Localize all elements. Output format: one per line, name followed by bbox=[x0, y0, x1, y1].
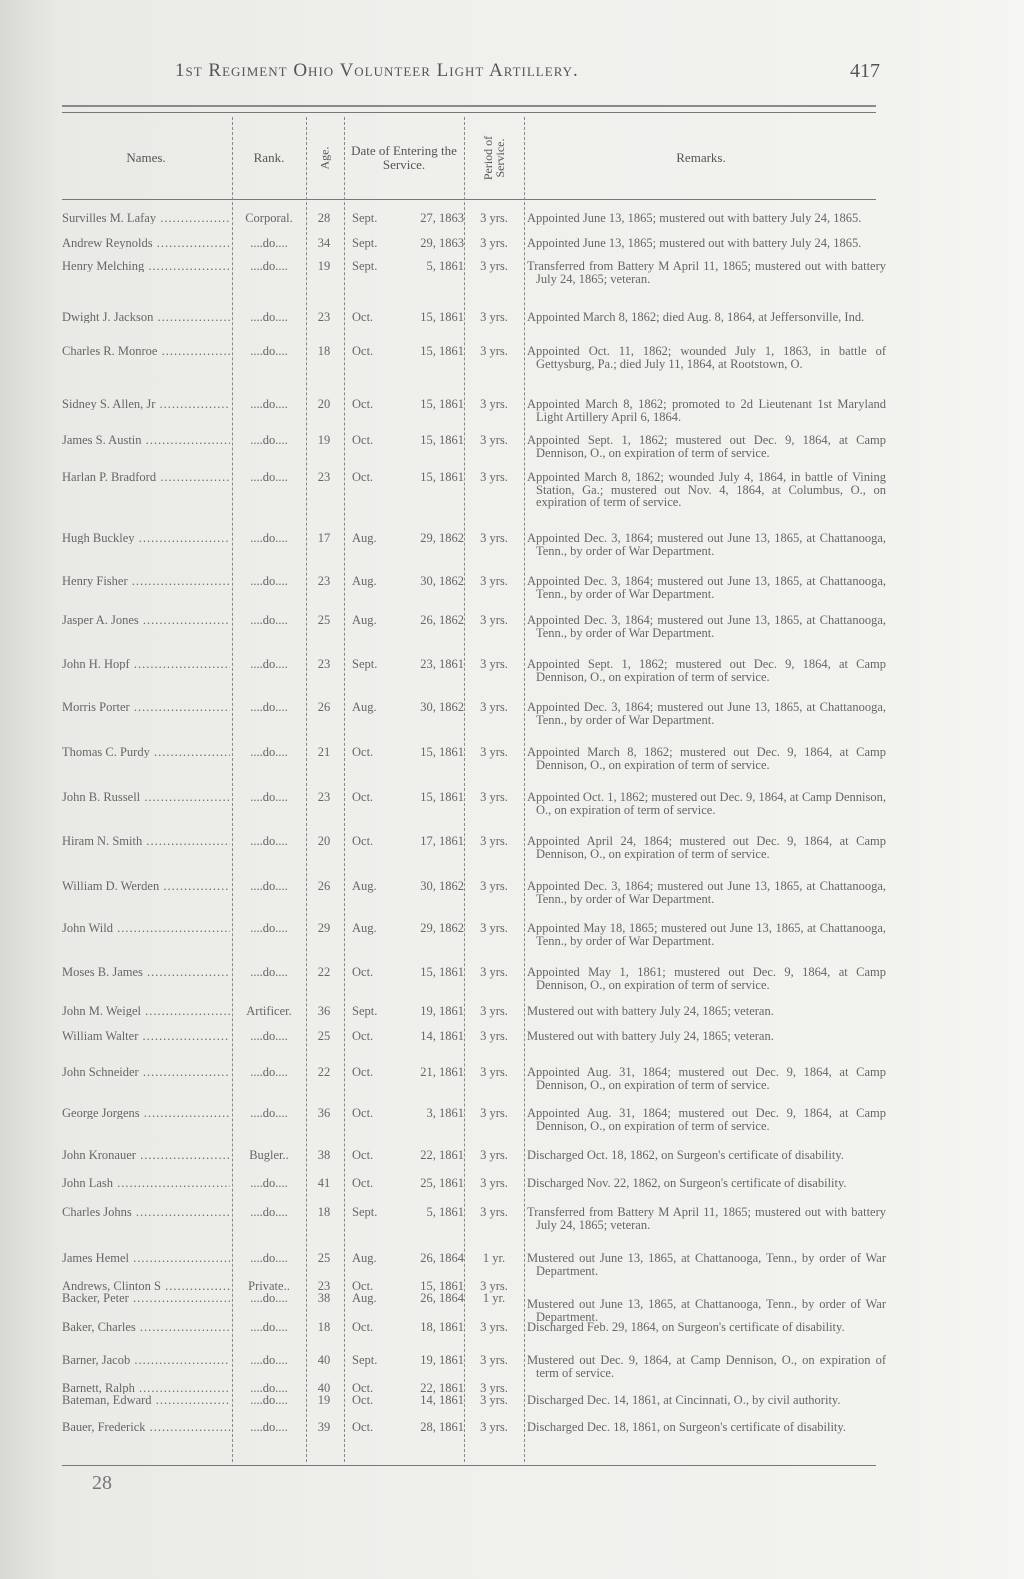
soldier-name: Hugh Buckley ..... bbox=[62, 532, 230, 544]
entry-date: 19, 1861 bbox=[420, 1004, 464, 1018]
service-period: 3 yrs. bbox=[480, 531, 508, 545]
rank: ....do.... bbox=[250, 236, 288, 250]
column-divider bbox=[464, 117, 465, 1462]
service-period: 3 yrs. bbox=[480, 1353, 508, 1367]
rank: ....do.... bbox=[250, 310, 288, 324]
age: 39 bbox=[317, 1420, 331, 1434]
rank: ....do.... bbox=[250, 834, 288, 848]
service-period: 3 yrs. bbox=[480, 310, 508, 324]
entry-month: Aug. bbox=[352, 1291, 377, 1305]
entry-month: Oct. bbox=[352, 1106, 374, 1120]
entry-month: Oct. bbox=[352, 470, 374, 484]
col-header-age: Age. bbox=[317, 146, 331, 170]
age: 18 bbox=[317, 1320, 331, 1334]
rank: ....do.... bbox=[250, 397, 288, 411]
soldier-name: John Kronauer ..... bbox=[62, 1149, 230, 1161]
entry-date: 30, 1862 bbox=[420, 700, 464, 714]
rank: ....do.... bbox=[250, 790, 288, 804]
service-period: 3 yrs. bbox=[480, 1106, 508, 1120]
remarks: Appointed Sept. 1, 1862; mustered out Dec. 9, 1864, at Camp Dennison, O., on expiration of term of service. bbox=[527, 433, 886, 460]
age: 25 bbox=[317, 1251, 331, 1265]
soldier-name: Henry Fisher ..... bbox=[62, 575, 230, 587]
entry-date: 30, 1862 bbox=[420, 879, 464, 893]
entry-month: Oct. bbox=[352, 1148, 374, 1162]
entry-month: Aug. bbox=[352, 574, 377, 588]
remarks: Appointed Dec. 3, 1864; mustered out June 13, 1865, at Chattanooga, Tenn., by order of War Department. bbox=[527, 574, 886, 601]
age: 22 bbox=[317, 965, 331, 979]
entry-date: 3, 1861 bbox=[426, 1106, 464, 1120]
entry-date: 15, 1861 bbox=[420, 965, 464, 979]
soldier-name: Baker, Charles ..... bbox=[62, 1321, 230, 1333]
service-period: 3 yrs. bbox=[480, 1205, 508, 1219]
remarks: Appointed May 1, 1861; mustered out Dec. 9, 1864, at Camp Dennison, O., on expiration of term of service. bbox=[527, 965, 886, 992]
remarks: Mustered out Dec. 9, 1864, at Camp Dennison, O., on expiration of term of service. bbox=[527, 1353, 886, 1380]
soldier-name: James Hemel ..... bbox=[62, 1252, 230, 1264]
entry-date: 15, 1861 bbox=[420, 344, 464, 358]
entry-date: 29, 1863 bbox=[420, 236, 464, 250]
service-period: 3 yrs. bbox=[480, 1320, 508, 1334]
age: 18 bbox=[317, 344, 331, 358]
soldier-name: James S. Austin ..... bbox=[62, 434, 230, 446]
entry-date: 5, 1861 bbox=[426, 1205, 464, 1219]
col-header-names: Names. bbox=[126, 150, 166, 165]
remarks: Discharged Oct. 18, 1862, on Surgeon's certificate of disability. bbox=[527, 1148, 844, 1162]
rank: ....do.... bbox=[250, 1381, 288, 1395]
rank: ....do.... bbox=[250, 1176, 288, 1190]
age: 19 bbox=[317, 1393, 331, 1407]
service-period: 3 yrs. bbox=[480, 433, 508, 447]
entry-date: 25, 1861 bbox=[420, 1176, 464, 1190]
remarks: Mustered out June 13, 1865, at Chattanooga, Tenn., by order of War Department. bbox=[527, 1297, 886, 1324]
age: 40 bbox=[317, 1381, 331, 1395]
service-period: 3 yrs. bbox=[480, 1065, 508, 1079]
col-header-rank: Rank. bbox=[253, 150, 285, 165]
entry-month: Sept. bbox=[352, 657, 378, 671]
soldier-name: John H. Hopf ..... bbox=[62, 658, 230, 670]
rank: ....do.... bbox=[250, 657, 288, 671]
soldier-name: Harlan P. Bradford ..... bbox=[62, 471, 230, 483]
entry-date: 15, 1861 bbox=[420, 470, 464, 484]
column-divider bbox=[524, 117, 525, 1462]
soldier-name: Jasper A. Jones ..... bbox=[62, 614, 230, 626]
service-period: 3 yrs. bbox=[480, 879, 508, 893]
rank: ....do.... bbox=[250, 700, 288, 714]
entry-date: 15, 1861 bbox=[420, 397, 464, 411]
entry-month: Oct. bbox=[352, 834, 374, 848]
soldier-name: Thomas C. Purdy ..... bbox=[62, 746, 230, 758]
entry-month: Oct. bbox=[352, 965, 374, 979]
entry-month: Oct. bbox=[352, 1176, 374, 1190]
remarks: Mustered out with battery July 24, 1865; veteran. bbox=[527, 1004, 774, 1018]
age: 23 bbox=[317, 310, 331, 324]
soldier-name: Survilles M. Lafay ..... bbox=[62, 212, 230, 224]
entry-date: 21, 1861 bbox=[420, 1065, 464, 1079]
entry-month: Oct. bbox=[352, 1393, 374, 1407]
entry-month: Oct. bbox=[352, 1029, 374, 1043]
entry-date: 27, 1863 bbox=[420, 211, 464, 225]
age: 40 bbox=[317, 1353, 331, 1367]
soldier-name: Moses B. James ..... bbox=[62, 966, 230, 978]
soldier-name: George Jorgens ..... bbox=[62, 1107, 230, 1119]
entry-month: Oct. bbox=[352, 790, 374, 804]
soldier-name: Hiram N. Smith ..... bbox=[62, 835, 230, 847]
remarks: Mustered out with battery July 24, 1865; veteran. bbox=[527, 1029, 774, 1043]
soldier-name: John Schneider ..... bbox=[62, 1066, 230, 1078]
entry-date: 15, 1861 bbox=[420, 310, 464, 324]
soldier-name: John Lash ..... bbox=[62, 1177, 230, 1189]
soldier-name: William D. Werden ..... bbox=[62, 880, 230, 892]
rank: ....do.... bbox=[250, 433, 288, 447]
remarks: Appointed Aug. 31, 1864; mustered out Dec. 9, 1864, at Camp Dennison, O., on expiration of term of service. bbox=[527, 1065, 886, 1092]
age: 36 bbox=[317, 1004, 331, 1018]
rank: ....do.... bbox=[250, 259, 288, 273]
header-bottom-rule bbox=[62, 199, 876, 200]
bottom-rule bbox=[62, 1465, 876, 1466]
remarks: Appointed Dec. 3, 1864; mustered out June 13, 1865, at Chattanooga, Tenn., by order of War Department. bbox=[527, 531, 886, 558]
remarks: Appointed Dec. 3, 1864; mustered out June 13, 1865, at Chattanooga, Tenn., by order of War Department. bbox=[527, 700, 886, 727]
entry-month: Sept. bbox=[352, 1205, 378, 1219]
entry-date: 26, 1862 bbox=[420, 613, 464, 627]
age: 38 bbox=[317, 1148, 331, 1162]
rank: Bugler.. bbox=[249, 1148, 289, 1162]
entry-month: Aug. bbox=[352, 921, 377, 935]
age: 18 bbox=[317, 1205, 331, 1219]
age: 38 bbox=[317, 1291, 331, 1305]
entry-date: 26, 1864 bbox=[420, 1251, 464, 1265]
service-period: 3 yrs. bbox=[480, 1279, 508, 1293]
soldier-name: Bateman, Edward ..... bbox=[62, 1394, 230, 1406]
soldier-name: John M. Weigel ..... bbox=[62, 1005, 230, 1017]
rank: ....do.... bbox=[250, 1320, 288, 1334]
soldier-name: Bauer, Frederick ..... bbox=[62, 1421, 230, 1433]
remarks: Appointed June 13, 1865; mustered out with battery July 24, 1865. bbox=[527, 236, 862, 250]
rank: ....do.... bbox=[250, 613, 288, 627]
remarks: Transferred from Battery M April 11, 1865; mustered out with battery July 24, 1865; veteran. bbox=[527, 1205, 886, 1232]
service-period: 3 yrs. bbox=[480, 1148, 508, 1162]
entry-month: Oct. bbox=[352, 433, 374, 447]
entry-date: 22, 1861 bbox=[420, 1148, 464, 1162]
remarks: Appointed Oct. 11, 1862; wounded July 1, 1863, in battle of Gettysburg, Pa.; died July 11, 1864, at Rootstown, O. bbox=[527, 344, 886, 371]
entry-date: 14, 1861 bbox=[420, 1029, 464, 1043]
entry-date: 15, 1861 bbox=[420, 433, 464, 447]
remarks: Discharged Nov. 22, 1862, on Surgeon's certificate of disability. bbox=[527, 1176, 847, 1190]
remarks: Appointed June 13, 1865; mustered out with battery July 24, 1865. bbox=[527, 211, 862, 225]
remarks: Appointed May 18, 1865; mustered out June 13, 1865, at Chattanooga, Tenn., by order of War Department. bbox=[527, 921, 886, 948]
age: 26 bbox=[317, 879, 331, 893]
age: 41 bbox=[317, 1176, 331, 1190]
page-title: 1st Regiment Ohio Volunteer Light Artillery. bbox=[175, 60, 579, 81]
entry-date: 15, 1861 bbox=[420, 745, 464, 759]
rank: Artificer. bbox=[246, 1004, 292, 1018]
soldier-name: Barnett, Ralph ..... bbox=[62, 1382, 230, 1394]
column-divider bbox=[232, 117, 233, 1462]
remarks: Appointed April 24, 1864; mustered out Dec. 9, 1864, at Camp Dennison, O., on expiration of term of service. bbox=[527, 834, 886, 861]
service-period: 3 yrs. bbox=[480, 965, 508, 979]
entry-date: 23, 1861 bbox=[420, 657, 464, 671]
service-period: 3 yrs. bbox=[480, 1029, 508, 1043]
remarks: Appointed March 8, 1862; died Aug. 8, 1864, at Jeffersonville, Ind. bbox=[527, 310, 865, 324]
rank: ....do.... bbox=[250, 1420, 288, 1434]
age: 23 bbox=[317, 657, 331, 671]
col-header-date: Date of Entering the Service. bbox=[351, 143, 457, 172]
service-period: 1 yr. bbox=[482, 1251, 506, 1265]
service-period: 3 yrs. bbox=[480, 344, 508, 358]
remarks: Appointed Sept. 1, 1862; mustered out Dec. 9, 1864, at Camp Dennison, O., on expiration of term of service. bbox=[527, 657, 886, 684]
entry-date: 14, 1861 bbox=[420, 1393, 464, 1407]
age: 20 bbox=[317, 397, 331, 411]
column-divider bbox=[344, 117, 345, 1462]
entry-date: 26, 1864 bbox=[420, 1291, 464, 1305]
rank: ....do.... bbox=[250, 921, 288, 935]
age: 23 bbox=[317, 1279, 331, 1293]
entry-month: Sept. bbox=[352, 236, 378, 250]
entry-month: Oct. bbox=[352, 344, 374, 358]
entry-month: Oct. bbox=[352, 1065, 374, 1079]
entry-month: Oct. bbox=[352, 1420, 374, 1434]
entry-month: Sept. bbox=[352, 211, 378, 225]
soldier-name: Henry Melching ..... bbox=[62, 260, 230, 272]
service-period: 1 yr. bbox=[482, 1291, 506, 1305]
entry-month: Oct. bbox=[352, 310, 374, 324]
entry-date: 15, 1861 bbox=[420, 790, 464, 804]
rank: ....do.... bbox=[250, 531, 288, 545]
soldier-name: Morris Porter ..... bbox=[62, 701, 230, 713]
age: 26 bbox=[317, 700, 331, 714]
age: 23 bbox=[317, 574, 331, 588]
service-period: 3 yrs. bbox=[480, 574, 508, 588]
remarks: Mustered out June 13, 1865, at Chattanooga, Tenn., by order of War Department. bbox=[527, 1251, 886, 1278]
service-period: 3 yrs. bbox=[480, 470, 508, 484]
entry-month: Aug. bbox=[352, 613, 377, 627]
remarks: Transferred from Battery M April 11, 1865; mustered out with battery July 24, 1865; veteran. bbox=[527, 259, 886, 286]
entry-month: Oct. bbox=[352, 1320, 374, 1334]
age: 25 bbox=[317, 1029, 331, 1043]
soldier-name: Backer, Peter ..... bbox=[62, 1292, 230, 1304]
remarks: Appointed March 8, 1862; promoted to 2d Lieutenant 1st Maryland Light Artillery April 6, 1864. bbox=[527, 397, 886, 424]
soldier-name: William Walter ..... bbox=[62, 1030, 230, 1042]
service-period: 3 yrs. bbox=[480, 1420, 508, 1434]
rank: Private.. bbox=[248, 1279, 290, 1293]
service-period: 3 yrs. bbox=[480, 834, 508, 848]
entry-date: 17, 1861 bbox=[420, 834, 464, 848]
entry-date: 30, 1862 bbox=[420, 574, 464, 588]
entry-month: Oct. bbox=[352, 1279, 374, 1293]
service-period: 3 yrs. bbox=[480, 921, 508, 935]
entry-date: 5, 1861 bbox=[426, 259, 464, 273]
soldier-name: John Wild ..... bbox=[62, 922, 230, 934]
entry-month: Oct. bbox=[352, 745, 374, 759]
remarks: Appointed Aug. 31, 1864; mustered out Dec. 9, 1864, at Camp Dennison, O., on expiration of term of service. bbox=[527, 1106, 886, 1133]
rank: ....do.... bbox=[250, 965, 288, 979]
entry-month: Aug. bbox=[352, 1251, 377, 1265]
rank: ....do.... bbox=[250, 1205, 288, 1219]
remarks: Appointed March 8, 1862; wounded July 4, 1864, in battle of Vining Station, Ga.; mustered out Nov. 4, 1864, at Columbus, O., on expiration of term of service. bbox=[527, 470, 886, 509]
rank: ....do.... bbox=[250, 745, 288, 759]
soldier-name: Charles Johns ..... bbox=[62, 1206, 230, 1218]
entry-date: 22, 1861 bbox=[420, 1381, 464, 1395]
age: 21 bbox=[317, 745, 331, 759]
entry-date: 29, 1862 bbox=[420, 921, 464, 935]
service-period: 3 yrs. bbox=[480, 613, 508, 627]
age: 29 bbox=[317, 921, 331, 935]
entry-month: Sept. bbox=[352, 1004, 378, 1018]
entry-month: Aug. bbox=[352, 531, 377, 545]
rank: Corporal. bbox=[245, 211, 293, 225]
soldier-name: John B. Russell ..... bbox=[62, 791, 230, 803]
service-period: 3 yrs. bbox=[480, 657, 508, 671]
rank: ....do.... bbox=[250, 1251, 288, 1265]
remarks: Discharged Dec. 18, 1861, on Surgeon's certificate of disability. bbox=[527, 1420, 846, 1434]
entry-month: Sept. bbox=[352, 259, 378, 273]
rank: ....do.... bbox=[250, 1106, 288, 1120]
soldier-name: Charles R. Monroe ..... bbox=[62, 345, 230, 357]
age: 34 bbox=[317, 236, 331, 250]
age: 19 bbox=[317, 259, 331, 273]
service-period: 3 yrs. bbox=[480, 236, 508, 250]
service-period: 3 yrs. bbox=[480, 1393, 508, 1407]
age: 28 bbox=[317, 211, 331, 225]
entry-date: 18, 1861 bbox=[420, 1320, 464, 1334]
rank: ....do.... bbox=[250, 470, 288, 484]
age: 22 bbox=[317, 1065, 331, 1079]
rank: ....do.... bbox=[250, 1353, 288, 1367]
soldier-name: Dwight J. Jackson ..... bbox=[62, 311, 230, 323]
signature-mark: 28 bbox=[92, 1472, 112, 1494]
service-period: 3 yrs. bbox=[480, 790, 508, 804]
col-header-remarks: Remarks. bbox=[676, 150, 726, 165]
entry-month: Sept. bbox=[352, 1353, 378, 1367]
rank: ....do.... bbox=[250, 1029, 288, 1043]
service-period: 3 yrs. bbox=[480, 1176, 508, 1190]
soldier-name: Sidney S. Allen, Jr ..... bbox=[62, 398, 230, 410]
rank: ....do.... bbox=[250, 1291, 288, 1305]
rank: ....do.... bbox=[250, 574, 288, 588]
remarks: Appointed March 8, 1862; mustered out Dec. 9, 1864, at Camp Dennison, O., on expiration of term of service. bbox=[527, 745, 886, 772]
age: 17 bbox=[317, 531, 331, 545]
entry-month: Oct. bbox=[352, 397, 374, 411]
service-period: 3 yrs. bbox=[480, 700, 508, 714]
top-rule-thin bbox=[62, 112, 876, 113]
remarks: Appointed Dec. 3, 1864; mustered out June 13, 1865, at Chattanooga, Tenn., by order of War Department. bbox=[527, 879, 886, 906]
service-period: 3 yrs. bbox=[480, 211, 508, 225]
rank: ....do.... bbox=[250, 344, 288, 358]
entry-month: Aug. bbox=[352, 879, 377, 893]
col-header-period: Period of Service. bbox=[481, 135, 507, 181]
page-number: 417 bbox=[850, 60, 880, 82]
age: 20 bbox=[317, 834, 331, 848]
service-period: 3 yrs. bbox=[480, 397, 508, 411]
service-period: 3 yrs. bbox=[480, 1004, 508, 1018]
entry-date: 29, 1862 bbox=[420, 531, 464, 545]
age: 36 bbox=[317, 1106, 331, 1120]
age: 23 bbox=[317, 470, 331, 484]
service-period: 3 yrs. bbox=[480, 745, 508, 759]
entry-date: 28, 1861 bbox=[420, 1420, 464, 1434]
remarks: Discharged Dec. 14, 1861, at Cincinnati, O., by civil authority. bbox=[527, 1393, 841, 1407]
service-period: 3 yrs. bbox=[480, 1381, 508, 1395]
entry-month: Aug. bbox=[352, 700, 377, 714]
soldier-name: Andrews, Clinton S ..... bbox=[62, 1280, 230, 1292]
service-period: 3 yrs. bbox=[480, 259, 508, 273]
age: 25 bbox=[317, 613, 331, 627]
rank: ....do.... bbox=[250, 1065, 288, 1079]
age: 23 bbox=[317, 790, 331, 804]
age: 19 bbox=[317, 433, 331, 447]
remarks: Appointed Oct. 1, 1862; mustered out Dec. 9, 1864, at Camp Dennison, O., on expiration of term of service. bbox=[527, 790, 886, 817]
entry-date: 15, 1861 bbox=[420, 1279, 464, 1293]
remarks: Discharged Feb. 29, 1864, on Surgeon's certificate of disability. bbox=[527, 1320, 845, 1334]
entry-date: 19, 1861 bbox=[420, 1353, 464, 1367]
soldier-name: Andrew Reynolds ..... bbox=[62, 237, 230, 249]
rank: ....do.... bbox=[250, 879, 288, 893]
entry-month: Oct. bbox=[352, 1381, 374, 1395]
remarks: Appointed Dec. 3, 1864; mustered out June 13, 1865, at Chattanooga, Tenn., by order of War Department. bbox=[527, 613, 886, 640]
soldier-name: Barner, Jacob ..... bbox=[62, 1354, 230, 1366]
rank: ....do.... bbox=[250, 1393, 288, 1407]
top-rule bbox=[62, 105, 876, 107]
